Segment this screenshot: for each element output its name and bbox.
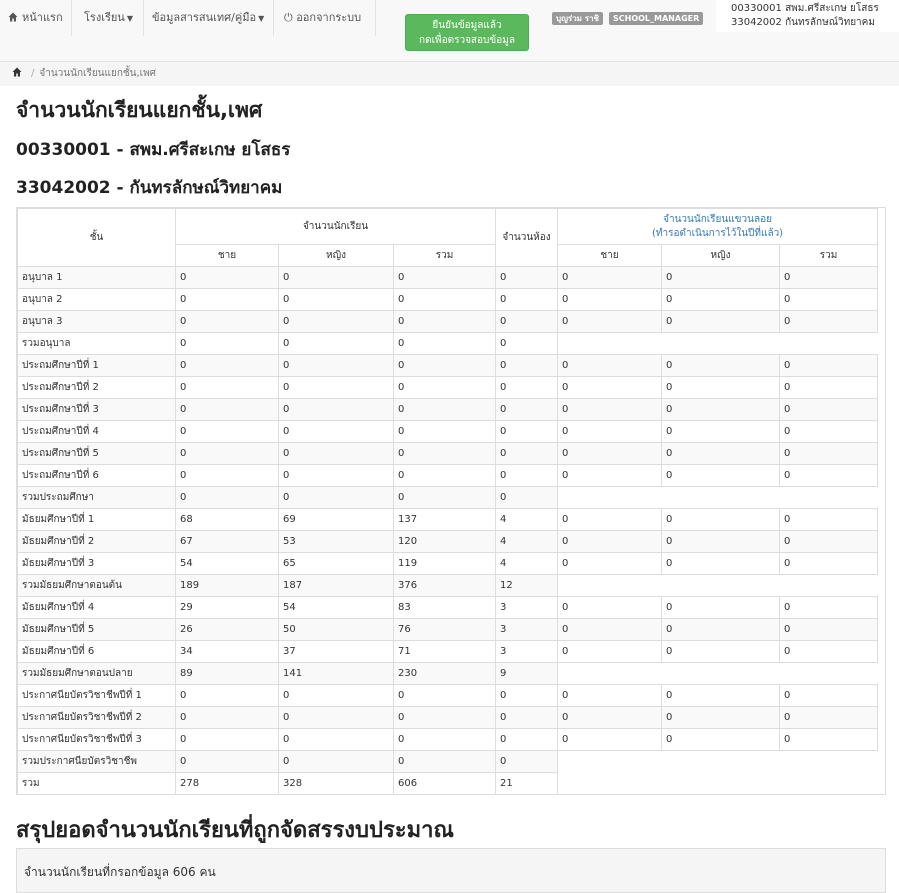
table-cell-total: 0 bbox=[394, 333, 496, 355]
table-cell-f-male: 0 bbox=[558, 641, 662, 663]
table-cell-f-female: 0 bbox=[662, 377, 780, 399]
table-cell-f-female: 0 bbox=[662, 553, 780, 575]
table-cell-male: 0 bbox=[176, 399, 279, 421]
table-cell-f-male: 0 bbox=[558, 465, 662, 487]
table-cell-f-female: 0 bbox=[662, 707, 780, 729]
table-cell-female: 0 bbox=[279, 311, 394, 333]
header-grade: ชั้น bbox=[18, 209, 176, 267]
students-table-container bbox=[16, 207, 886, 795]
table-row bbox=[18, 267, 878, 289]
breadcrumb-separator: / bbox=[31, 68, 35, 79]
table-cell-f-male: 0 bbox=[558, 707, 662, 729]
table-cell-total: 120 bbox=[394, 531, 496, 553]
summary-panel bbox=[16, 848, 886, 893]
table-cell-grade: ประถมศึกษาปีที่ 2 bbox=[18, 377, 176, 399]
table-cell-male: 0 bbox=[176, 685, 279, 707]
table-cell-female: 54 bbox=[279, 597, 394, 619]
table-cell-total: 0 bbox=[394, 685, 496, 707]
empty-cell bbox=[558, 333, 878, 355]
table-cell-f-total: 0 bbox=[780, 509, 878, 531]
table-cell-f-male: 0 bbox=[558, 597, 662, 619]
table-cell-female: 0 bbox=[279, 377, 394, 399]
table-cell-male: 0 bbox=[176, 421, 279, 443]
user-name-badge: บุญร่วม ราชิ bbox=[552, 12, 603, 25]
table-cell-male: 189 bbox=[176, 575, 279, 597]
table-cell-male: 278 bbox=[176, 773, 279, 795]
table-row bbox=[18, 289, 878, 311]
table-cell-rooms: 0 bbox=[496, 333, 558, 355]
caret-down-icon: ▼ bbox=[258, 14, 265, 23]
table-cell-male: 0 bbox=[176, 333, 279, 355]
table-cell-rooms: 21 bbox=[496, 773, 558, 795]
table-cell-total: 0 bbox=[394, 355, 496, 377]
table-cell-total: 0 bbox=[394, 311, 496, 333]
table-cell-female: 0 bbox=[279, 729, 394, 751]
table-cell-rooms: 0 bbox=[496, 465, 558, 487]
nav-info[interactable] bbox=[144, 0, 274, 36]
table-cell-total: 0 bbox=[394, 289, 496, 311]
confirm-button-line2: กดเพื่อตรวจสอบข้อมูล bbox=[419, 35, 515, 46]
nav-logout[interactable] bbox=[276, 0, 376, 36]
table-cell-total: 0 bbox=[394, 465, 496, 487]
school-title: 33042002 - กันทรลักษณ์วิทยาคม bbox=[16, 178, 283, 198]
table-cell-f-total: 0 bbox=[780, 355, 878, 377]
table-cell-female: 65 bbox=[279, 553, 394, 575]
table-cell-f-female: 0 bbox=[662, 509, 780, 531]
table-cell-f-total: 0 bbox=[780, 729, 878, 751]
header-floating-line2: (ทำรอดำเนินการไว้ในปีที่แล้ว) bbox=[651, 227, 784, 239]
table-cell-f-female: 0 bbox=[662, 355, 780, 377]
table-cell-rooms: 3 bbox=[496, 619, 558, 641]
table-cell-total: 0 bbox=[394, 487, 496, 509]
table-cell-f-total: 0 bbox=[780, 399, 878, 421]
table-cell-f-female: 0 bbox=[662, 685, 780, 707]
table-cell-f-total: 0 bbox=[780, 553, 878, 575]
table-cell-total: 119 bbox=[394, 553, 496, 575]
table-cell-f-total: 0 bbox=[780, 421, 878, 443]
table-cell-female: 328 bbox=[279, 773, 394, 795]
table-cell-male: 67 bbox=[176, 531, 279, 553]
table-cell-total: 376 bbox=[394, 575, 496, 597]
table-cell-rooms: 0 bbox=[496, 751, 558, 773]
home-icon bbox=[8, 1, 18, 11]
table-cell-f-male: 0 bbox=[558, 729, 662, 751]
table-cell-rooms: 0 bbox=[496, 355, 558, 377]
table-row bbox=[18, 531, 878, 553]
table-cell-f-female: 0 bbox=[662, 311, 780, 333]
table-cell-rooms: 0 bbox=[496, 399, 558, 421]
table-cell-total: 137 bbox=[394, 509, 496, 531]
table-cell-male: 0 bbox=[176, 487, 279, 509]
table-cell-f-female: 0 bbox=[662, 421, 780, 443]
table-cell-rooms: 0 bbox=[496, 421, 558, 443]
table-cell-total: 0 bbox=[394, 729, 496, 751]
table-cell-f-male: 0 bbox=[558, 289, 662, 311]
summary-title: สรุปยอดจำนวนนักเรียนที่ถูกจัดสรรงบประมาณ bbox=[16, 818, 454, 843]
table-cell-f-total: 0 bbox=[780, 597, 878, 619]
table-cell-f-male: 0 bbox=[558, 311, 662, 333]
table-cell-f-total: 0 bbox=[780, 685, 878, 707]
top-navbar bbox=[0, 0, 899, 62]
table-cell-f-male: 0 bbox=[558, 421, 662, 443]
table-cell-male: 0 bbox=[176, 311, 279, 333]
table-cell-rooms: 0 bbox=[496, 267, 558, 289]
page-title: จำนวนนักเรียนแยกชั้น,เพศ bbox=[16, 98, 263, 122]
table-cell-rooms: 0 bbox=[496, 729, 558, 751]
table-cell-grade: รวมอนุบาล bbox=[18, 333, 176, 355]
table-cell-male: 54 bbox=[176, 553, 279, 575]
table-cell-rooms: 4 bbox=[496, 509, 558, 531]
table-cell-male: 26 bbox=[176, 619, 279, 641]
table-cell-male: 34 bbox=[176, 641, 279, 663]
table-cell-female: 0 bbox=[279, 355, 394, 377]
table-row bbox=[18, 663, 878, 685]
table-row bbox=[18, 751, 878, 773]
table-cell-f-male: 0 bbox=[558, 399, 662, 421]
table-cell-rooms: 3 bbox=[496, 597, 558, 619]
table-row bbox=[18, 685, 878, 707]
table-cell-f-female: 0 bbox=[662, 729, 780, 751]
table-row bbox=[18, 487, 878, 509]
table-cell-male: 0 bbox=[176, 289, 279, 311]
nav-school[interactable] bbox=[76, 0, 144, 36]
table-cell-female: 37 bbox=[279, 641, 394, 663]
table-cell-f-total: 0 bbox=[780, 619, 878, 641]
table-cell-grade: ประถมศึกษาปีที่ 6 bbox=[18, 465, 176, 487]
table-row bbox=[18, 641, 878, 663]
header-total: รวม bbox=[394, 245, 496, 267]
table-row bbox=[18, 597, 878, 619]
table-cell-f-total: 0 bbox=[780, 443, 878, 465]
table-cell-f-female: 0 bbox=[662, 267, 780, 289]
table-cell-grade: มัธยมศึกษาปีที่ 5 bbox=[18, 619, 176, 641]
table-cell-rooms: 4 bbox=[496, 531, 558, 553]
header-floating-female: หญิง bbox=[662, 245, 780, 267]
table-cell-female: 0 bbox=[279, 289, 394, 311]
table-row bbox=[18, 465, 878, 487]
table-cell-total: 0 bbox=[394, 751, 496, 773]
table-cell-grade: มัธยมศึกษาปีที่ 6 bbox=[18, 641, 176, 663]
table-cell-female: 53 bbox=[279, 531, 394, 553]
table-cell-female: 141 bbox=[279, 663, 394, 685]
table-cell-f-female: 0 bbox=[662, 443, 780, 465]
header-male: ชาย bbox=[176, 245, 279, 267]
user-info bbox=[716, 0, 899, 32]
table-cell-grade: ประถมศึกษาปีที่ 3 bbox=[18, 399, 176, 421]
table-cell-grade: มัธยมศึกษาปีที่ 3 bbox=[18, 553, 176, 575]
breadcrumb-current: จำนวนนักเรียนแยกชั้น,เพศ bbox=[39, 68, 157, 79]
table-cell-f-male: 0 bbox=[558, 509, 662, 531]
table-cell-male: 0 bbox=[176, 355, 279, 377]
header-floating bbox=[558, 209, 878, 245]
table-cell-rooms: 0 bbox=[496, 289, 558, 311]
table-cell-total: 0 bbox=[394, 267, 496, 289]
table-cell-f-male: 0 bbox=[558, 267, 662, 289]
table-cell-f-female: 0 bbox=[662, 619, 780, 641]
table-cell-female: 50 bbox=[279, 619, 394, 641]
table-cell-female: 0 bbox=[279, 267, 394, 289]
table-cell-rooms: 0 bbox=[496, 707, 558, 729]
table-cell-grade: มัธยมศึกษาปีที่ 4 bbox=[18, 597, 176, 619]
header-floating-total: รวม bbox=[780, 245, 878, 267]
table-cell-grade: รวมมัธยมศึกษาตอนปลาย bbox=[18, 663, 176, 685]
table-cell-grade: อนุบาล 1 bbox=[18, 267, 176, 289]
home-icon[interactable] bbox=[12, 63, 22, 73]
table-cell-total: 83 bbox=[394, 597, 496, 619]
table-cell-male: 0 bbox=[176, 751, 279, 773]
table-cell-rooms: 0 bbox=[496, 685, 558, 707]
nav-school-label: โรงเรียน bbox=[84, 11, 125, 24]
confirm-button-line1: ยืนยันข้อมูลแล้ว bbox=[432, 20, 502, 31]
table-cell-rooms: 0 bbox=[496, 443, 558, 465]
table-cell-grade: รวมมัธยมศึกษาตอนต้น bbox=[18, 575, 176, 597]
table-cell-rooms: 0 bbox=[496, 487, 558, 509]
table-cell-grade: มัธยมศึกษาปีที่ 2 bbox=[18, 531, 176, 553]
table-cell-f-male: 0 bbox=[558, 619, 662, 641]
table-cell-rooms: 0 bbox=[496, 377, 558, 399]
power-icon: ⏻ bbox=[284, 11, 293, 24]
table-cell-grade: รวมประกาศนียบัตรวิชาชีพ bbox=[18, 751, 176, 773]
table-cell-f-female: 0 bbox=[662, 641, 780, 663]
table-cell-f-total: 0 bbox=[780, 267, 878, 289]
nav-home[interactable] bbox=[0, 0, 72, 36]
table-cell-total: 76 bbox=[394, 619, 496, 641]
table-cell-f-female: 0 bbox=[662, 531, 780, 553]
table-cell-f-male: 0 bbox=[558, 685, 662, 707]
table-cell-f-female: 0 bbox=[662, 399, 780, 421]
table-cell-grade: อนุบาล 2 bbox=[18, 289, 176, 311]
table-cell-f-total: 0 bbox=[780, 311, 878, 333]
table-row bbox=[18, 773, 878, 795]
table-cell-f-male: 0 bbox=[558, 355, 662, 377]
user-info-school: 33042002 กันทรลักษณ์วิทยาคม bbox=[731, 17, 875, 28]
table-cell-male: 0 bbox=[176, 707, 279, 729]
table-row bbox=[18, 377, 878, 399]
table-cell-f-total: 0 bbox=[780, 377, 878, 399]
table-cell-f-male: 0 bbox=[558, 377, 662, 399]
nav-home-label: หน้าแรก bbox=[22, 11, 63, 24]
table-cell-grade: ประกาศนียบัตรวิชาชีพปีที่ 3 bbox=[18, 729, 176, 751]
user-info-area: 00330001 สพม.ศรีสะเกษ ยโสธร bbox=[731, 3, 879, 14]
header-floating-line1: จำนวนนักเรียนแขวนลอย bbox=[663, 213, 772, 225]
table-cell-total: 230 bbox=[394, 663, 496, 685]
table-row bbox=[18, 333, 878, 355]
table-cell-f-female: 0 bbox=[662, 289, 780, 311]
table-cell-male: 0 bbox=[176, 377, 279, 399]
table-cell-female: 0 bbox=[279, 421, 394, 443]
table-cell-female: 0 bbox=[279, 685, 394, 707]
header-rooms: จำนวนห้อง bbox=[496, 209, 558, 267]
table-cell-rooms: 4 bbox=[496, 553, 558, 575]
table-row bbox=[18, 619, 878, 641]
table-row bbox=[18, 355, 878, 377]
table-row bbox=[18, 707, 878, 729]
empty-cell bbox=[558, 487, 878, 509]
table-cell-male: 0 bbox=[176, 729, 279, 751]
breadcrumb bbox=[0, 62, 899, 86]
table-cell-total: 71 bbox=[394, 641, 496, 663]
caret-down-icon: ▼ bbox=[126, 14, 133, 23]
table-cell-total: 0 bbox=[394, 421, 496, 443]
table-cell-f-total: 0 bbox=[780, 465, 878, 487]
table-cell-grade: รวมประถมศึกษา bbox=[18, 487, 176, 509]
empty-cell bbox=[558, 663, 878, 685]
role-badge: SCHOOL_MANAGER bbox=[609, 12, 703, 25]
table-cell-f-total: 0 bbox=[780, 289, 878, 311]
table-row bbox=[18, 729, 878, 751]
table-cell-rooms: 0 bbox=[496, 311, 558, 333]
table-cell-f-total: 0 bbox=[780, 641, 878, 663]
table-cell-grade: รวม bbox=[18, 773, 176, 795]
table-cell-f-male: 0 bbox=[558, 531, 662, 553]
table-cell-female: 0 bbox=[279, 399, 394, 421]
table-cell-total: 0 bbox=[394, 399, 496, 421]
empty-cell bbox=[558, 773, 878, 795]
table-cell-rooms: 9 bbox=[496, 663, 558, 685]
table-cell-total: 0 bbox=[394, 443, 496, 465]
table-row bbox=[18, 399, 878, 421]
table-cell-male: 29 bbox=[176, 597, 279, 619]
table-cell-grade: ประกาศนียบัตรวิชาชีพปีที่ 1 bbox=[18, 685, 176, 707]
nav-info-label: ข้อมูลสารสนเทศ/คู่มือ bbox=[152, 11, 257, 24]
header-students: จำนวนนักเรียน bbox=[176, 209, 496, 245]
table-row bbox=[18, 509, 878, 531]
table-cell-female: 0 bbox=[279, 443, 394, 465]
table-cell-f-female: 0 bbox=[662, 597, 780, 619]
empty-cell bbox=[558, 751, 878, 773]
table-cell-total: 606 bbox=[394, 773, 496, 795]
table-cell-f-total: 0 bbox=[780, 707, 878, 729]
table-cell-rooms: 3 bbox=[496, 641, 558, 663]
table-row bbox=[18, 575, 878, 597]
table-cell-male: 0 bbox=[176, 465, 279, 487]
confirm-data-button[interactable] bbox=[405, 14, 529, 51]
table-cell-female: 187 bbox=[279, 575, 394, 597]
table-cell-f-male: 0 bbox=[558, 553, 662, 575]
table-cell-grade: ประกาศนียบัตรวิชาชีพปีที่ 2 bbox=[18, 707, 176, 729]
header-female: หญิง bbox=[279, 245, 394, 267]
table-cell-total: 0 bbox=[394, 377, 496, 399]
header-floating-male: ชาย bbox=[558, 245, 662, 267]
table-cell-female: 0 bbox=[279, 751, 394, 773]
table-cell-male: 0 bbox=[176, 267, 279, 289]
students-table bbox=[17, 208, 878, 795]
table-cell-female: 0 bbox=[279, 465, 394, 487]
table-row bbox=[18, 443, 878, 465]
table-cell-grade: ประถมศึกษาปีที่ 4 bbox=[18, 421, 176, 443]
table-row bbox=[18, 421, 878, 443]
area-title: 00330001 - สพม.ศรีสะเกษ ยโสธร bbox=[16, 140, 291, 160]
table-cell-f-male: 0 bbox=[558, 443, 662, 465]
table-cell-f-total: 0 bbox=[780, 531, 878, 553]
summary-text: จำนวนนักเรียนที่กรอกข้อมูล 606 คน bbox=[24, 865, 216, 879]
empty-cell bbox=[558, 575, 878, 597]
table-cell-male: 89 bbox=[176, 663, 279, 685]
table-cell-female: 0 bbox=[279, 333, 394, 355]
table-cell-f-female: 0 bbox=[662, 465, 780, 487]
table-row bbox=[18, 311, 878, 333]
table-cell-total: 0 bbox=[394, 707, 496, 729]
table-cell-grade: ประถมศึกษาปีที่ 5 bbox=[18, 443, 176, 465]
table-cell-female: 69 bbox=[279, 509, 394, 531]
table-cell-male: 0 bbox=[176, 443, 279, 465]
table-cell-female: 0 bbox=[279, 707, 394, 729]
nav-logout-label: ออกจากระบบ bbox=[296, 11, 362, 24]
table-cell-male: 68 bbox=[176, 509, 279, 531]
table-cell-grade: ประถมศึกษาปีที่ 1 bbox=[18, 355, 176, 377]
table-cell-rooms: 12 bbox=[496, 575, 558, 597]
table-cell-female: 0 bbox=[279, 487, 394, 509]
table-cell-grade: มัธยมศึกษาปีที่ 1 bbox=[18, 509, 176, 531]
table-cell-grade: อนุบาล 3 bbox=[18, 311, 176, 333]
table-row bbox=[18, 553, 878, 575]
